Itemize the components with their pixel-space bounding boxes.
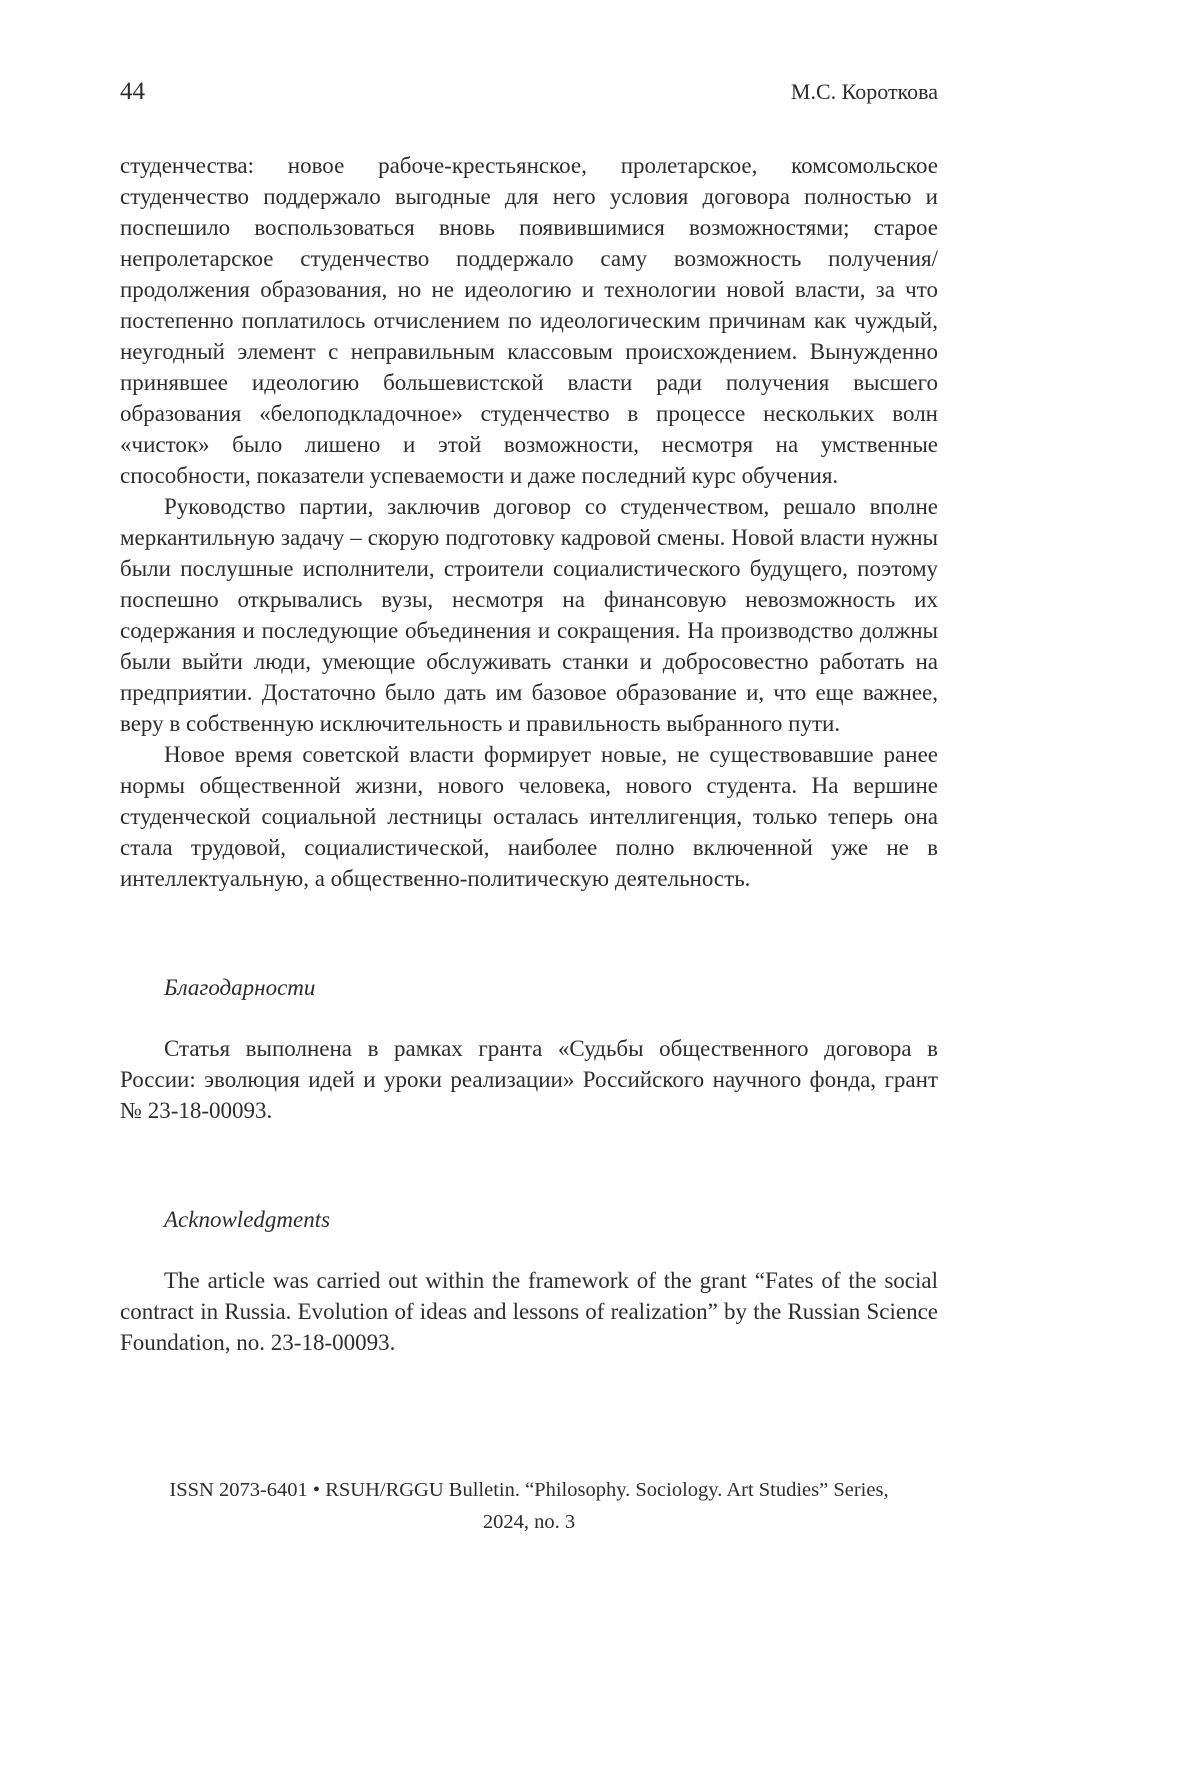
section-paragraph: Статья выполнена в рамках гранта «Судьбы общественного договора в России: эволюция идей и уроки реализации» Российского научного фонда, грант № 23-18-00093. xyxy=(120,1036,938,1123)
page-footer xyxy=(120,1474,938,1538)
footer-issue-line: 2024, no. 3 xyxy=(482,1511,576,1533)
paragraph: Новое время советской власти формирует новые, не существовавшие ранее нормы общественной жизни, нового человека, нового студента. На вершине студенческой социальной лестницы осталась интеллигенция, только теперь она стала трудовой, социалистической, наиболее полно включенной уже не в интеллектуальную, а общественно-политическую деятельность. xyxy=(120,742,938,891)
section-heading-acknowledgments-ru: Благодарности xyxy=(164,975,316,1000)
article-body xyxy=(120,150,938,894)
footer-issn-line: ISSN 2073-6401 • RSUH/RGGU Bulletin. “Philosophy. Sociology. Art Studies” Series, xyxy=(169,1479,889,1501)
paragraph: студенчества: новое рабоче-крестьянское, пролетарское, комсомольское студенчество поддержало выгодные для него условия договора полностью и поспешило воспользоваться вновь появившимися возможностями; старое непролетарское студенчество поддержало саму возможность получения/продолжения образования, но не идеологию и технологии новой власти, за что постепенно поплатилось отчислением по идеологическим причинам как чуждый, неугодный элемент с неправильным классовым происхождением. Вынужденно принявшее идеологию большевистской власти ради получения высшего образования «белоподкладочное» студенчество в процессе нескольких волн «чисток» было лишено и этой возможности, несмотря на умственные способности, показатели успеваемости и даже последний курс обучения. xyxy=(120,153,938,488)
paragraph: Руководство партии, заключив договор со студенчеством, решало вполне меркантильную задачу – скорую подготовку кадровой смены. Новой власти нужны были послушные исполнители, строители социалистического будущего, поэтому поспешно открывались вузы, несмотря на финансовую невозможность их содержания и последующие объединения и сокращения. На производство должны были выйти люди, умеющие обслуживать станки и добросовестно работать на предприятии. Достаточно было дать им базовое образование и, что еще важнее, веру в собственную исключительность и правильность выбранного пути. xyxy=(120,494,938,736)
page-header xyxy=(120,78,938,106)
page-number: 44 xyxy=(120,78,145,105)
acknowledgments-en-section xyxy=(120,1265,938,1358)
running-head-author: М.С. Короткова xyxy=(790,79,938,104)
section-heading-acknowledgments-en: Acknowledgments xyxy=(164,1207,331,1232)
section-paragraph: The article was carried out within the framework of the grant “Fates of the social contract in Russia. Evolution of ideas and lessons of realization” by the Russian Science Foundation, no. 23-18-00093. xyxy=(120,1268,938,1355)
acknowledgments-ru-section xyxy=(120,1033,938,1126)
